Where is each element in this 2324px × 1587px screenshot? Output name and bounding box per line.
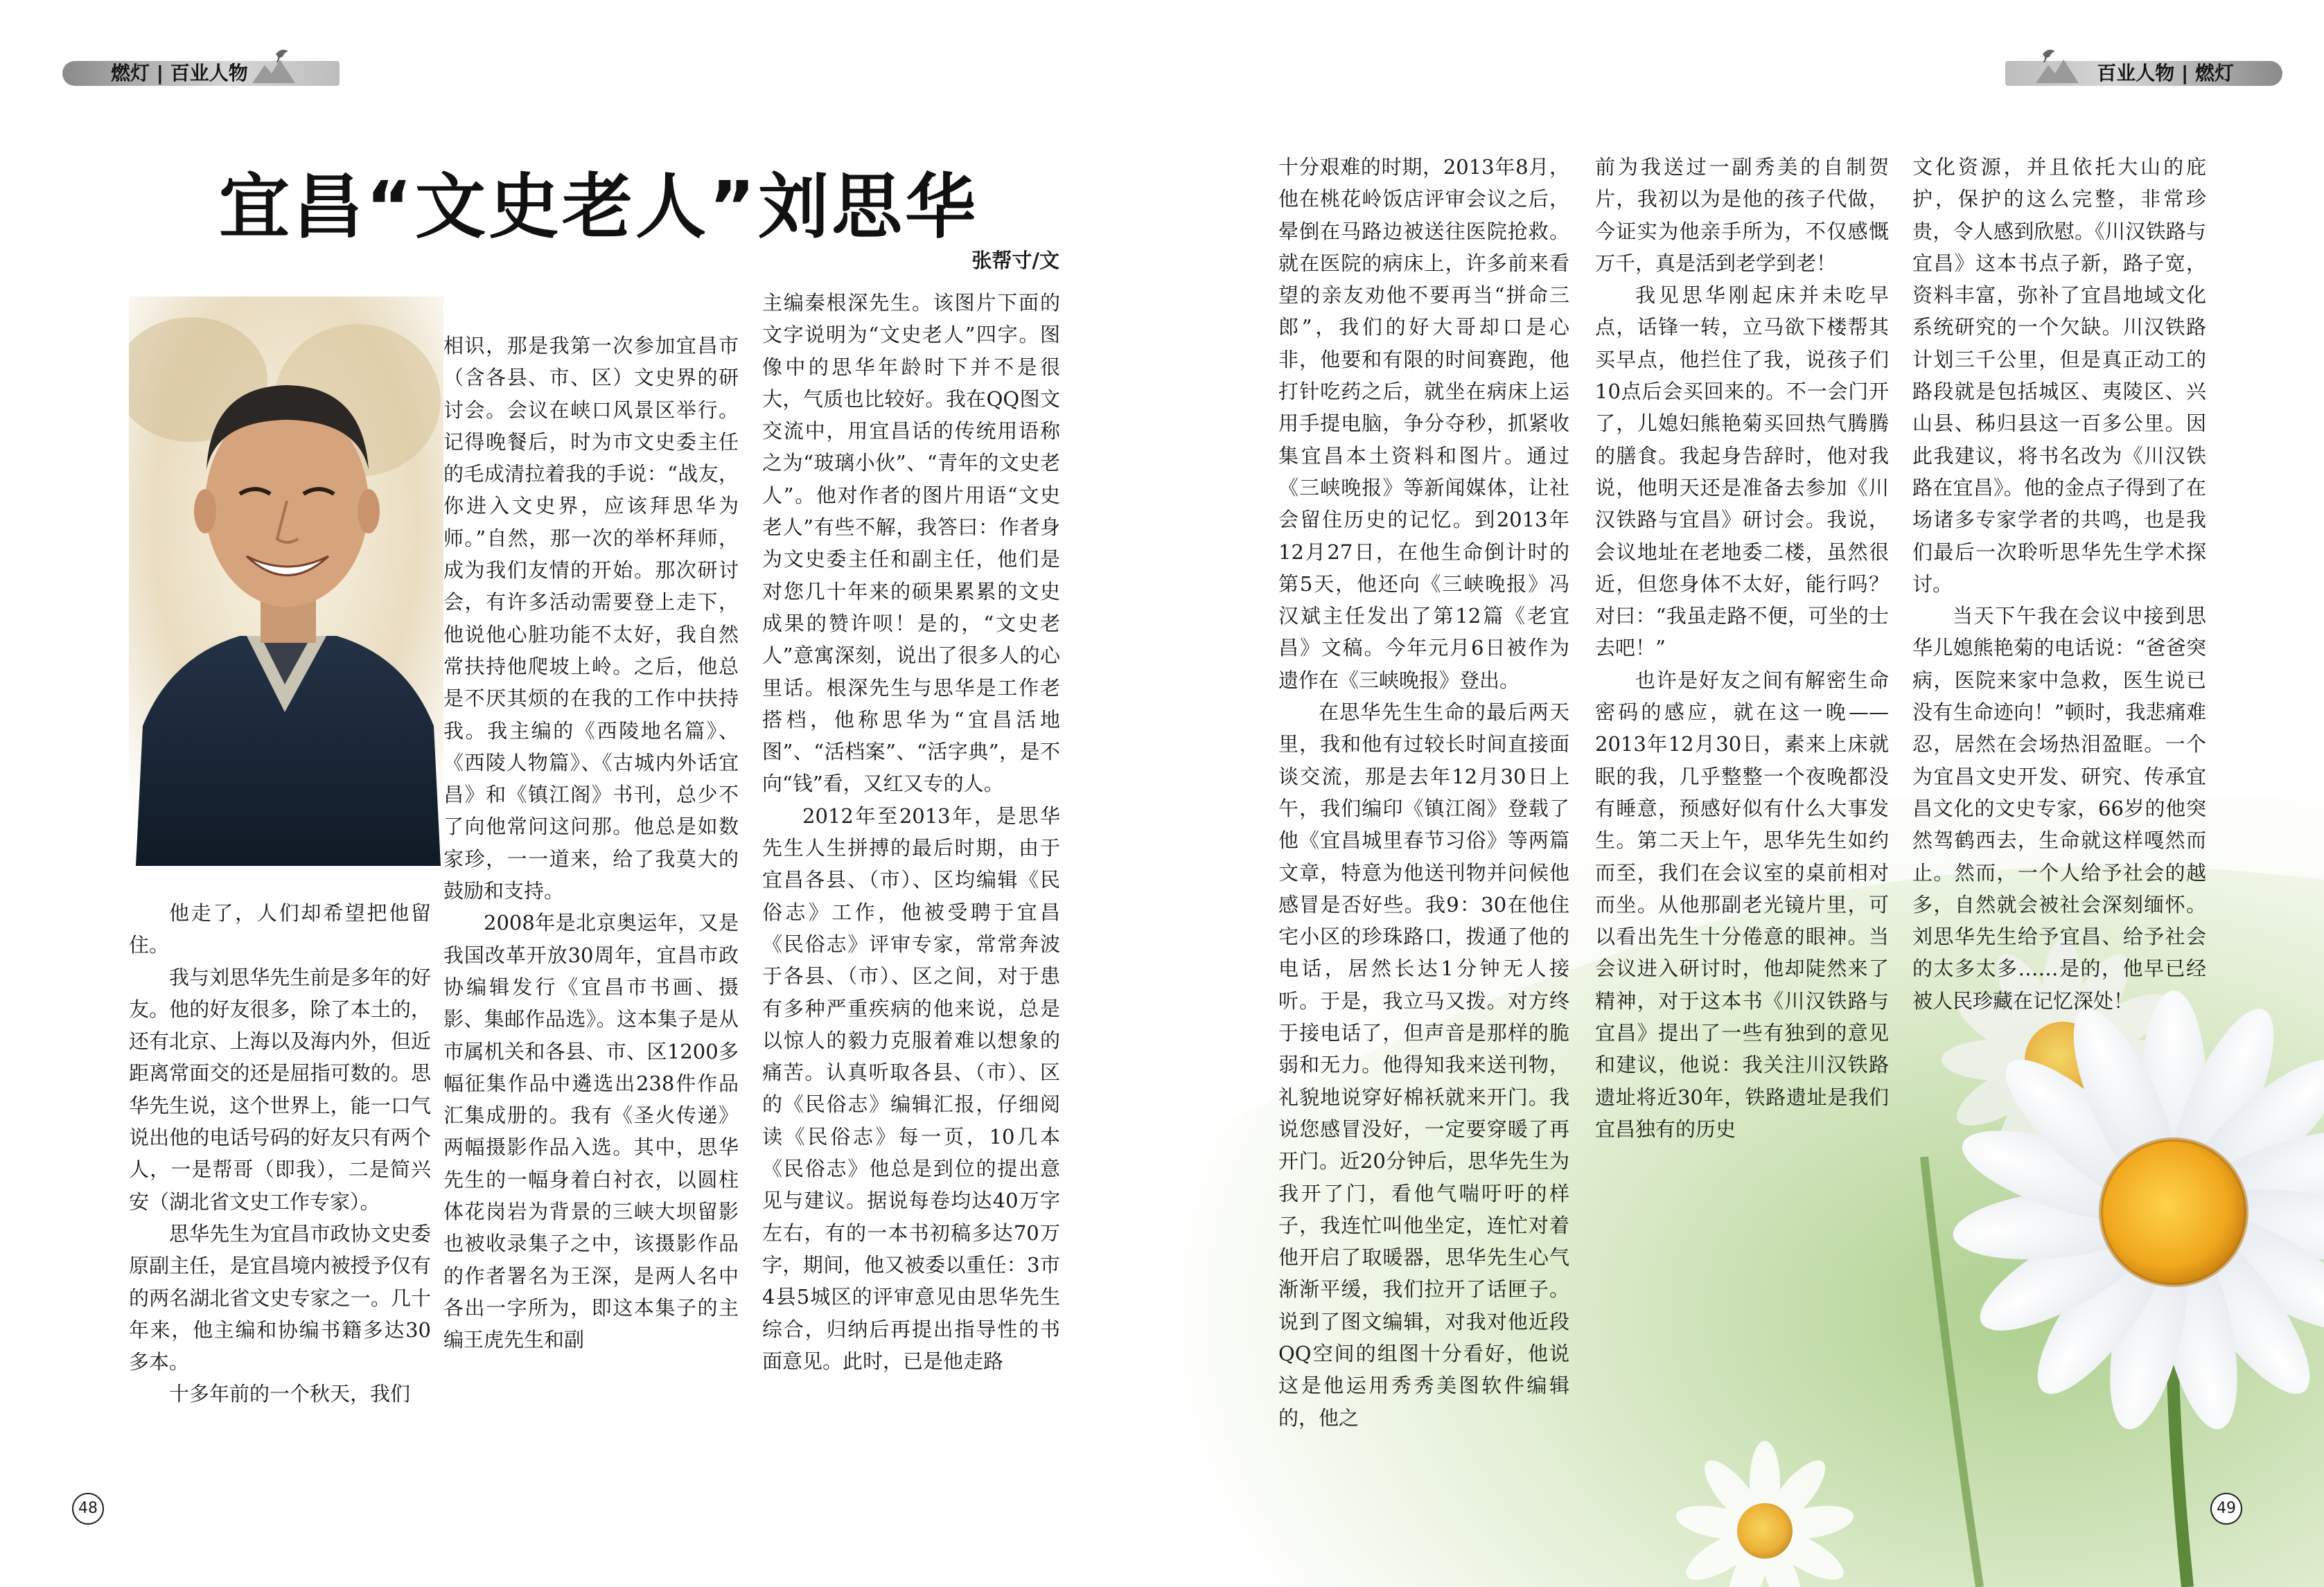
running-header-left [62,48,340,91]
paragraph: 2012年至2013年，是思华先生人生拼搏的最后时期，由于宜昌各县、（市）、区均编辑《民俗志》工作，他被受聘于宜昌《民俗志》评审专家，常常奔波于各县、（市）、区之间，对于患有多种严重疾病的他来说，总是以惊人的毅力克服着难以想象的痛苦。认真听取各县、（市）、区的《民俗志》编辑汇报，仔细阅读《民俗志》每一页，10几本《民俗志》他总是到位的提出意见与建议。据说每卷均达40万字左右，有的一本书初稿多达70万字，期间，他又被委以重任：3市4县5城区的评审意见由思华先生综合，归纳后再提出指导性的书面意见。此时，已是他走路 [762,804,1060,1373]
page-number-right: 49 [2210,1493,2242,1525]
article-column-2 [443,330,739,1493]
paragraph: 相识，那是我第一次参加宜昌市（含各县、市、区）文史界的研讨会。会议在峡口风景区举行。记得晚餐后，时为市文史委主任的毛成清拉着我的手说：“战友，你进入文史界，应该拜思华为师。”自然，那一次的举杯拜师，成为我们友情的开始。那次研讨会，有许多活动需要登上走下，他说他心脏功能不太好，我自然常扶持他爬坡上岭。之后，他总是不厌其烦的在我的工作中扶持我。我主编的《西陵地名篇》、《西陵人物篇》、《古城内外话宜昌》和《镇江阁》书刊，总少不了向他常问这问那。他总是如数家珍，一一道来，给了我莫大的鼓励和支持。 [443,334,739,903]
header-text [111,61,248,86]
paragraph: 我见思华刚起床并未吃早点，话锋一转，立马欲下楼帮其买早点，他拦住了我，说孩子们10点后会买回来的。不一会门开了，儿媳妇熊艳菊买回热气腾腾的膳食。我起身告辞时，他对我说，他明天还是准备去参加《川汉铁路与宜昌》研讨会。我说，会议地址在老地委二楼，虽然很近，但您身体不太好，能行吗？对曰：“我虽走路不便，可坐的士去吧！” [1595,283,1889,660]
paragraph: 文化资源，并且依托大山的庇护，保护的这么完整，非常珍贵，令人感到欣慰。《川汉铁路与宜昌》这本书点子新，路子宽，资料丰富，弥补了宜昌地域文化系统研究的一个欠缺。川汉铁路计划三千公里，但是真正动工的路段就是包括城区、夷陵区、兴山县、秭归县这一百多公里。因此我建议，将书名改为《川汉铁路在宜昌》。他的金点子得到了在场诸多专家学者的共鸣，也是我们最后一次聆听思华先生学术探讨。 [1912,155,2206,596]
paragraph: 在思华先生生命的最后两天里，我和他有过较长时间直接面谈交流，那是去年12月30日上午，我们编印《镇江阁》登载了他《宜昌城里春节习俗》等两篇文章，特意为他送刊物并问候他感冒是否好些。我9：30在他住宅小区的珍珠路口，拨通了他的电话，居然长达1分钟无人接听。于是，我立马又拨。对方终于接电话了，但声音是那样的脆弱和无力。他得知我来送刊物，礼貌地说穿好棉袄就来开门。我说您感冒没好，一定要穿暖了再开门。近20分钟后，思华先生为我开了门，看他气喘吁吁的样子，我连忙叫他坐定，连忙对着他开启了取暖器，思华先生心气渐渐平缓，我们拉开了话匣子。说到了图文编辑，对我对他近段QQ空间的组图十分看好，他说这是他运用秀秀美图软件编辑的，他之 [1278,700,1569,1430]
paragraph: 我与刘思华先生前是多年的好友。他的好友很多，除了本土的，还有北京、上海以及海内外，但近距离常面交的还是屈指可数的。思华先生说，这个世界上，能一口气说出他的电话号码的好友只有两个人，一是帮哥（即我），二是简兴安（湖北省文史工作专家）。 [129,965,431,1214]
paragraph: 十多年前的一个秋天，我们 [169,1382,411,1406]
paragraph: 主编秦根深先生。该图片下面的文字说明为“文史老人”四字。图像中的思华年龄时下并不是很大，气质也比较好。我在QQ图文交流中，用宜昌话的传统用语称之为“玻璃小伙”、“青年的文史老人”。他对作者的图片用语“文史老人”有些不解，我答曰：作者身为文史委主任和副主任，他们是对您几十年来的硕果累累的文史成果的赞许呗！是的，“文史老人”意寓深刻，说出了很多人的心里话。根深先生与思华是工作老搭档，他称思华为“宜昌活地图”、“活档案”、“活字典”，是不向“钱”看，又红又专的人。 [762,291,1060,796]
paragraph: 前为我送过一副秀美的自制贺片，我初以为是他的孩子代做，今证实为他亲手所为，不仅感慨万千，真是活到老学到老！ [1595,155,1889,275]
right-page [1162,0,2324,1587]
header-text [2097,61,2234,86]
crane-mountain-ornament-icon [249,44,298,86]
article-title: 宜昌“文史老人”刘思华 [219,166,979,249]
paragraph: 他走了，人们却希望把他留住。 [129,901,431,957]
header-category: 百业人物 [170,62,248,85]
paragraph: 十分艰难的时期，2013年8月，他在桃花岭饭店评审会议之后，晕倒在马路边被送往医院抢救。就在医院的病床上，许多前来看望的亲友劝他不要再当“拼命三郎”，我们的好大哥却口是心非，他要和有限的时间赛跑，他打针吃药之后，就坐在病床上运用手提电脑，争分夺秒，抓紧收集宜昌本土资料和图片。通过《三峡晚报》等新闻媒体，让社会留住历史的记忆。到2013年12月27日，在他生命倒计时的第5天，他还向《三峡晚报》冯汉斌主任发出了第12篇《老宜昌》文稿。今年元月6日被作为遗作在《三峡晚报》登出。 [1278,155,1569,692]
crane-mountain-ornament-icon [2033,44,2081,86]
article-column-6 [1912,151,2206,1135]
article-column-1 [129,897,431,1493]
paragraph: 也许是好友之间有解密生命密码的感应，就在这一晚——2013年12月30日，素来上床就眠的我，几乎整整一个夜晚都没有睡意，预感好似有什么大事发生。第二天上午，思华先生如约而至，我们在会议室的桌前相对而坐。从他那副老光镜片里，可以看出先生十分倦意的眼神。当会议进入研讨时，他却陡然来了精神，对于这本书《川汉铁路与宜昌》提出了一些有独到的意见和建议，他说：我关注川汉铁路遗址将近30年，铁路遗址是我们宜昌独有的历史 [1595,668,1889,1141]
header-section: 燃灯 [111,62,150,85]
header-category: 百业人物 [2097,62,2175,85]
article-byline: 张帮寸/文 [971,249,1059,272]
header-section: 燃灯 [2194,62,2234,85]
header-separator: | [156,62,164,85]
portrait-photo [129,296,443,866]
running-header-right [2005,48,2282,91]
paragraph: 2008年是北京奥运年，又是我国改革开放30周年，宜昌市政协编辑发行《宜昌市书画、摄影、集邮作品选》。这本集子是从市属机关和各县、市、区1200多幅征集作品中遴选出238件作品汇集成册的。我有《圣火传递》两幅摄影作品入选。其中，思华先生的一幅身着白衬衣，以圆柱体花岗岩为背景的三峡大坝留影也被收录集子之中，该摄影作品的作者署名为王深，是两人名中各出一字所为，即这本集子的主编王虎先生和副 [443,911,739,1352]
article-column-5 [1595,151,1889,1467]
article-column-3 [762,287,1060,1493]
paragraph: 思华先生为宜昌市政协文史委原副主任，是宜昌境内被授予仅有的两名湖北省文史专家之一。几十年来，他主编和协编书籍多达30多本。 [129,1221,431,1374]
article-column-4 [1278,151,1569,1467]
page-number-left: 48 [72,1493,104,1525]
paragraph: 当天下午我在会议中接到思华儿媳熊艳菊的电话说：“爸爸突病，医院来家中急救，医生说已没有生命迹向！”顿时，我悲痛难忍，居然在会场热泪盈眶。一个为宜昌文史开发、研究、传承宜昌文化的文史专家，66岁的他突然驾鹤西去，生命就这样嘎然而止。然而，一个人给予社会的越多，自然就会被社会深刻缅怀。刘思华先生给予宜昌、给予社会的太多太多……是的，他早已经被人民珍藏在记忆深处！ [1912,604,2206,1013]
header-separator: | [2181,62,2189,85]
